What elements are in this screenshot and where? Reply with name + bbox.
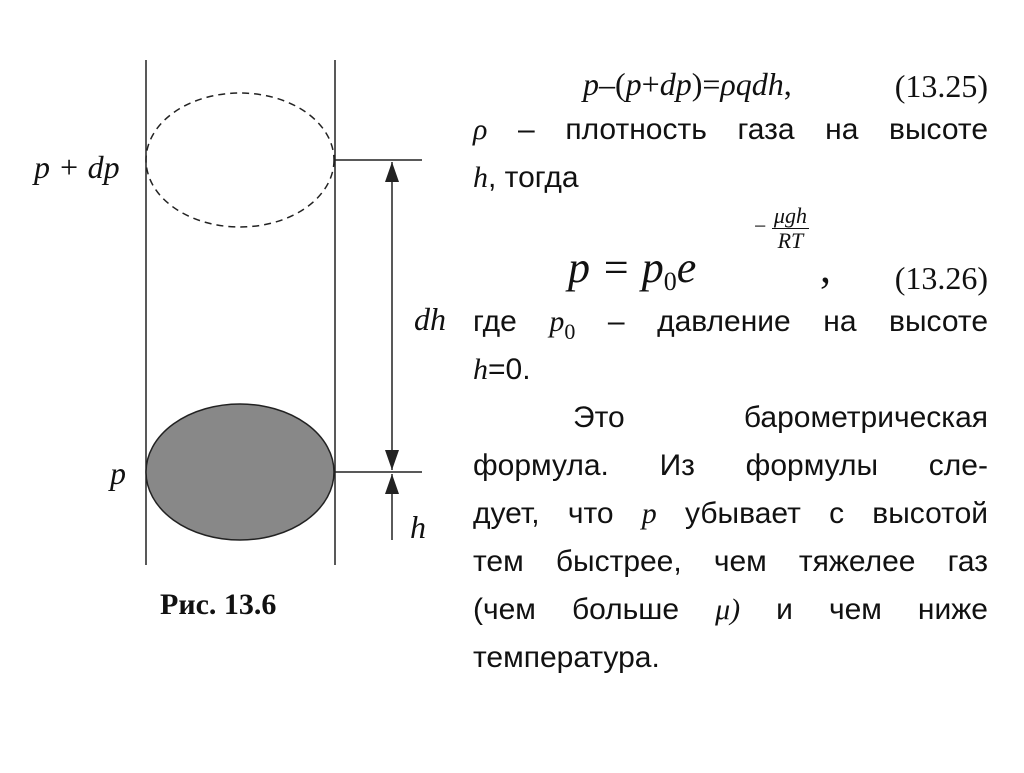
- word: с: [829, 497, 845, 530]
- eq25-rhs: ρqdh: [720, 66, 784, 102]
- label-h: h: [410, 509, 426, 545]
- dash: –: [607, 305, 625, 338]
- word: тяжелее: [798, 545, 916, 578]
- word: на: [823, 305, 857, 338]
- p0-symbol: $p_0$: [549, 305, 576, 344]
- word: формулы: [745, 449, 879, 482]
- word: (чем: [473, 593, 536, 626]
- text-line-3: [473, 154, 579, 202]
- word: чем: [828, 593, 882, 626]
- text-line-2: [473, 106, 988, 154]
- eq26-e: e: [676, 243, 697, 292]
- exp-numerator: μgh: [773, 203, 807, 228]
- word: высотой: [872, 497, 989, 530]
- word: сле-: [928, 449, 988, 482]
- word: тем: [473, 545, 524, 578]
- word: высоте: [889, 113, 988, 146]
- rho-symbol: ρ: [473, 113, 488, 146]
- figure-caption: Рис. 13.6: [160, 588, 277, 621]
- exp-minus: −: [754, 213, 767, 239]
- arrow-up-icon: [385, 474, 399, 494]
- word: давление: [657, 305, 791, 338]
- word: ниже: [917, 593, 988, 626]
- equation-number-13-25: (13.25): [894, 68, 988, 104]
- word: где: [473, 305, 517, 338]
- label-p: p: [110, 455, 126, 491]
- upper-gas-volume-dashed: [146, 93, 334, 227]
- figure-13-6: [0, 0, 460, 768]
- word: , тогда: [488, 161, 579, 194]
- eq26-comma: ,: [820, 243, 831, 292]
- word: и: [776, 593, 793, 626]
- word: Это: [573, 401, 625, 434]
- eq25-equals: )=: [691, 66, 721, 102]
- eq25-p2: p: [625, 66, 642, 102]
- h-symbol: h: [473, 353, 488, 386]
- mu-symbol: μ): [715, 593, 741, 626]
- eq25-comma: ,: [783, 66, 792, 102]
- word: что: [567, 497, 614, 530]
- exp-denominator: RT: [777, 228, 804, 253]
- word: =0.: [488, 353, 531, 386]
- para-line-5: [473, 586, 988, 634]
- para-line-3: [473, 490, 988, 538]
- para-line-6: температура.: [473, 641, 660, 674]
- arrow-up-icon: [385, 162, 399, 182]
- para-line-4: [473, 538, 988, 586]
- word: чем: [713, 545, 767, 578]
- eq25-minus: –(: [599, 66, 626, 102]
- word: плотность: [565, 113, 707, 146]
- eq25-p: p: [583, 66, 599, 102]
- word: барометрическая: [743, 401, 988, 434]
- eq26-lhs: p = p: [568, 243, 664, 292]
- lower-gas-volume-shaded: [146, 404, 334, 540]
- word: газа: [737, 113, 795, 146]
- dash: –: [518, 113, 535, 146]
- eq26-exponent: [754, 204, 809, 253]
- word: формула.: [473, 449, 609, 482]
- word: газ: [947, 545, 988, 578]
- text-line-5: [473, 298, 988, 356]
- equation-13-25: [583, 60, 792, 108]
- label-dh: dh: [414, 301, 446, 337]
- label-p-plus-dp: p + dp: [34, 149, 120, 185]
- eq25-plus: +: [641, 66, 660, 102]
- word: дует,: [473, 497, 540, 530]
- equation-13-26: [568, 203, 831, 306]
- word: Из: [659, 449, 695, 482]
- word: на: [825, 113, 859, 146]
- word: быстрее,: [555, 545, 682, 578]
- mu-group: [715, 593, 740, 626]
- h-symbol: h: [473, 161, 488, 194]
- p-symbol: p: [641, 497, 657, 530]
- arrow-down-icon: [385, 450, 399, 470]
- exp-fraction: [772, 204, 809, 253]
- para-line-1: [573, 394, 988, 442]
- text-line-6: [473, 346, 531, 394]
- word: больше: [571, 593, 680, 626]
- eq25-dp: dp: [659, 66, 692, 102]
- eq26-subscript: 0: [663, 267, 677, 296]
- word: высоте: [889, 305, 988, 338]
- word: убывает: [685, 497, 801, 530]
- equation-number-13-26: (13.26): [894, 260, 988, 296]
- para-line-2: [473, 442, 988, 490]
- tube-diagram: [0, 0, 460, 768]
